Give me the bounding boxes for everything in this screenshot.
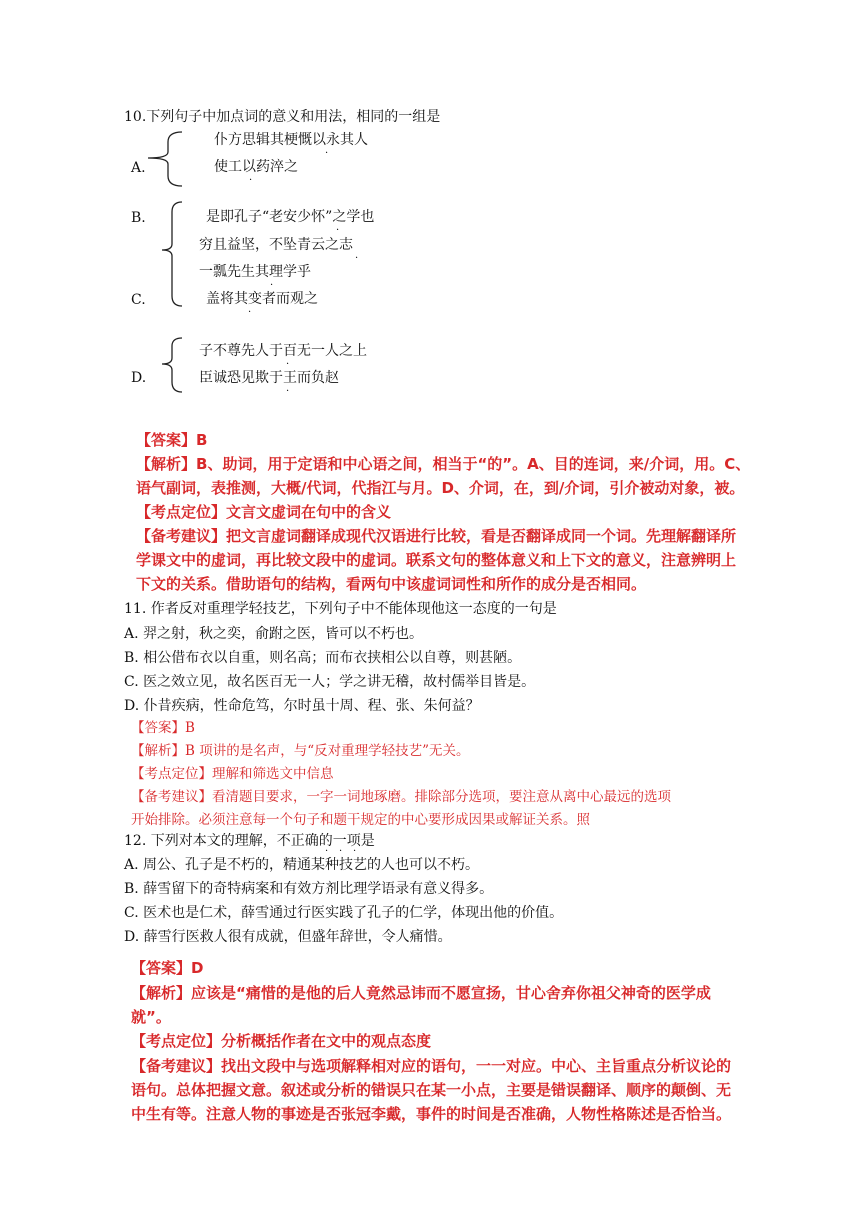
q10-option-b-sentence-2: 穷且益坚，不坠青云之志	[199, 237, 353, 253]
advice-text: 把文言虚词翻译成现代汉语进行比较，看是否翻译成同一个词。先理解翻译所	[226, 527, 737, 545]
q10-brace-bc	[160, 200, 190, 310]
q10-brace-a	[146, 130, 186, 190]
point-text: 分析概括作者在文中的观点态度	[221, 1032, 432, 1050]
q10-option-a-label: A.	[131, 160, 146, 176]
q11-stem: 11. 作者反对重理学轻技艺，下列句子中不能体现他这一态度的一句是	[124, 601, 557, 617]
emphasis-dot: ·	[270, 280, 274, 291]
q10-answer	[136, 428, 207, 453]
q11-option-d: D. 仆昔疾病，性命危笃，尔时虽十周、程、张、朱何益？	[124, 698, 480, 714]
q11-answer	[131, 717, 195, 739]
q12-analysis-line-1	[131, 981, 711, 1006]
q10-option-c-label: C.	[131, 292, 146, 308]
q12-option-b: B. 薛雪留下的奇特病案和有效方剂比理学语录有意义得多。	[124, 881, 494, 897]
q11-option-b: B. 相公借布衣以自重，则名高；而布衣挟相公以自尊，则甚陋。	[124, 650, 522, 666]
emphasis-dot: ·	[325, 148, 329, 159]
point-tag: 【考点定位】	[136, 503, 227, 521]
emphasis-dot: ·	[353, 846, 357, 857]
emphasis-dot: ·	[286, 359, 290, 370]
q12-option-d: D. 薛雪行医救人很有成就，但盛年辞世，令人痛惜。	[124, 929, 452, 945]
advice-tag: 【备考建议】	[131, 789, 212, 805]
emphasis-dot: ·	[249, 175, 253, 186]
q10-option-a-sentence-1: 仆方思辑其梗慨以永其人	[214, 132, 368, 148]
advice-tag: 【备考建议】	[131, 1057, 222, 1075]
q10-advice-line-3: 下文的关系。借助语句的结构，看两句中该虚词词性和所作的成分是否相同。	[136, 575, 647, 593]
q10-option-d-label: D.	[131, 370, 147, 386]
q10-option-d-sentence-1: 子不尊先人于百无一人之上	[199, 343, 367, 359]
analysis-tag: 【解析】	[131, 743, 185, 759]
q10-advice-line-2: 学课文中的虚词，再比较文段中的虚词。联系文句的整体意义和上下文的意义，注意辨明上	[136, 551, 737, 569]
q10-option-d-sentence-2: 臣诚恐见欺于王而负赵	[199, 370, 339, 386]
q12-stem: 12. 下列对本文的理解，不正确的一项是	[124, 833, 375, 849]
q12-option-c: C. 医术也是仁术，薛雪通过行医实践了孔子的仁学，体现出他的价值。	[124, 905, 564, 921]
q10-analysis-line-1	[136, 452, 750, 477]
emphasis-dot: ·	[325, 846, 329, 857]
answer-tag: 【答案】	[131, 959, 192, 977]
q12-analysis-line-2: 就”。	[131, 1008, 171, 1026]
analysis-text: 应该是“痛惜的是他的后人竟然忌讳而不愿宣扬，甘心舍弃你祖父神奇的医学成	[191, 984, 711, 1002]
q10-option-b-sentence-1: 是即孔子“老安少怀”之学也	[206, 209, 375, 225]
q12-advice-line-3: 中生有等。注意人物的事迹是否张冠李戴，事件的时间是否准确，人物性格陈述是否恰当。	[131, 1105, 732, 1123]
q11-advice-line-1	[131, 786, 671, 808]
analysis-text: B、助词，用于定语和中心语之间，相当于“的”。A、目的连词，来/介词，用。C、	[196, 455, 751, 473]
q11-point	[131, 763, 334, 785]
q10-option-a-sentence-2: 使工以药淬之	[214, 159, 298, 175]
q11-option-c: C. 医之效立见，故名医百无一人；学之讲无稽，故村儒举目皆是。	[124, 674, 536, 690]
q10-option-c-sentence-1: 一瓢先生其理学乎	[199, 264, 311, 280]
point-tag: 【考点定位】	[131, 1032, 222, 1050]
q11-advice-line-2: 开始排除。必须注意每一个句子和题干规定的中心要形成因果或解证关系。照	[131, 812, 590, 828]
analysis-tag: 【解析】	[131, 984, 192, 1002]
answer-value: D	[191, 959, 204, 977]
q11-analysis	[131, 740, 470, 762]
q12-answer	[131, 956, 203, 981]
emphasis-dot: ·	[339, 846, 343, 857]
answer-value: B	[196, 431, 208, 449]
q10-analysis-line-2: 语气副词，表推测，大概/代词，代指江与月。D、介词，在，到/介词，引介被动对象，被。	[136, 479, 745, 497]
q12-point	[131, 1029, 431, 1054]
advice-text: 找出文段中与选项解释相对应的语句，一一对应。中心、主旨重点分析议论的	[221, 1057, 732, 1075]
answer-value: B	[185, 720, 195, 736]
q10-advice-line-1	[136, 524, 736, 549]
q10-option-b-label: B.	[131, 210, 146, 226]
answer-tag: 【答案】	[136, 431, 197, 449]
analysis-tag: 【解析】	[136, 455, 197, 473]
q12-advice-line-2: 语句。总体把握文意。叙述或分析的错误只在某一小点，主要是错误翻译、顺序的颠倒、无	[131, 1081, 732, 1099]
q10-point	[136, 500, 391, 525]
q10-stem: 10.下列句子中加点词的意义和用法，相同的一组是	[124, 109, 441, 125]
point-text: 理解和筛选文中信息	[212, 766, 334, 782]
advice-text: 看清题目要求，一字一词地琢磨。排除部分选项，要注意从离中心最远的选项	[212, 789, 671, 805]
q10-brace-d	[160, 336, 190, 396]
emphasis-dot: ·	[286, 386, 290, 397]
q12-option-a: A. 周公、孔子是不朽的，精通某种技艺的人也可以不朽。	[124, 857, 480, 873]
advice-tag: 【备考建议】	[136, 527, 227, 545]
emphasis-dot: ·	[248, 307, 252, 318]
point-text: 文言文虚词在句中的含义	[226, 503, 392, 521]
q12-advice-line-1	[131, 1054, 731, 1079]
q10-option-c-sentence-2: 盖将其变者而观之	[206, 291, 318, 307]
emphasis-dot: ·	[336, 225, 340, 236]
answer-tag: 【答案】	[131, 720, 185, 736]
point-tag: 【考点定位】	[131, 766, 212, 782]
analysis-text: B 项讲的是名声，与“反对重理学轻技艺”无关。	[185, 743, 470, 759]
q11-option-a: A. 羿之射，秋之奕，俞跗之医，皆可以不朽也。	[124, 626, 424, 642]
emphasis-dot: ·	[355, 253, 359, 264]
